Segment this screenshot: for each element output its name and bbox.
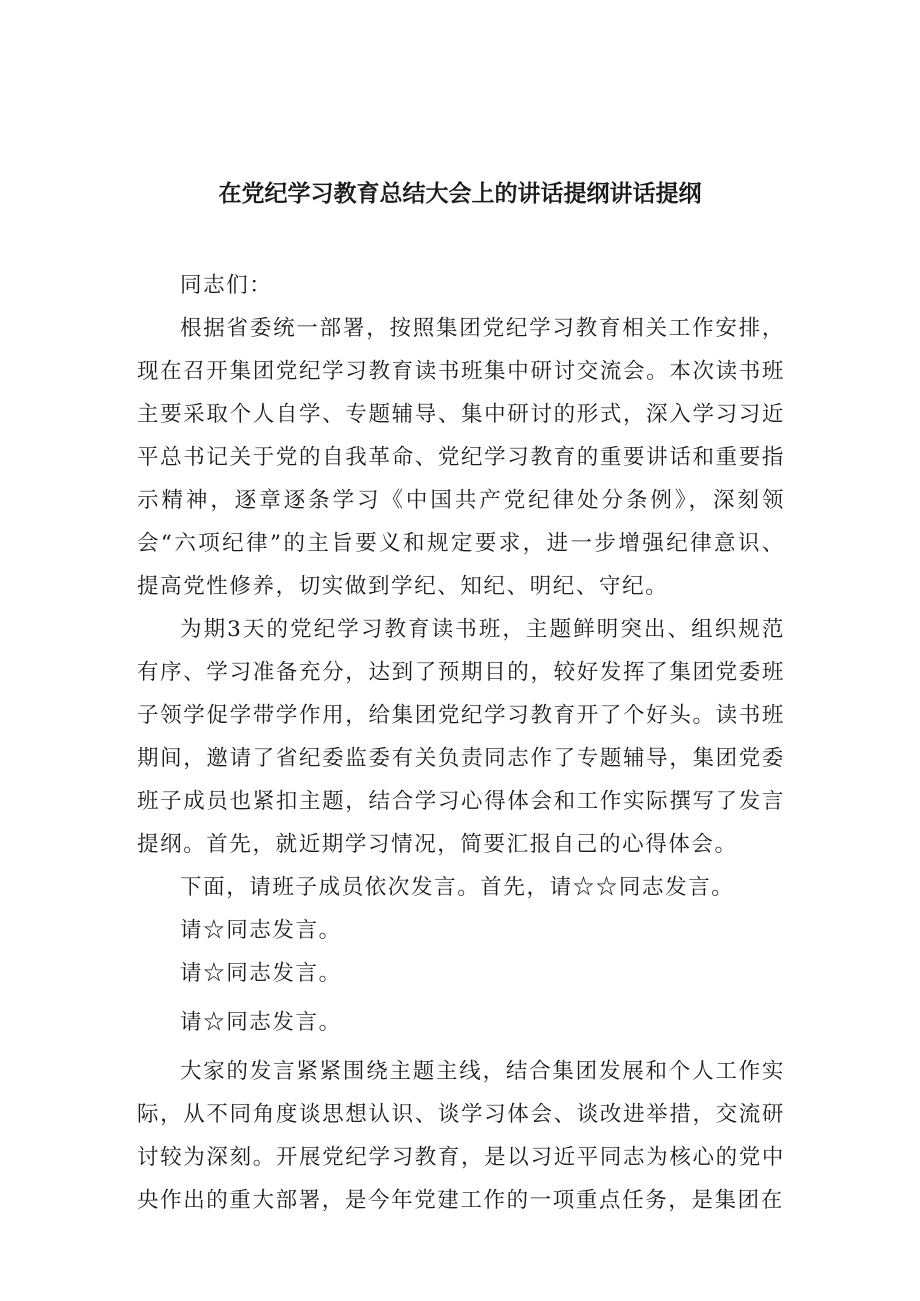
body-paragraph: 根据省委统一部署，按照集团党纪学习教育相关工作安排，现在召开集团党纪学习教育读书班集中研讨交流会。本次读书班主要采取个人自学、专题辅导、集中研讨的形式，深入学习习近平总书记关于党的自我革命、党纪学习教育的重要讲话和重要指示精神，逐章逐条学习《中国共产党纪律处分条例》，深刻领会“六项纪律”的主旨要义和规定要求，进一步增强纪律意识、提高党性修养，切实做到学纪、知纪、明纪、守纪。: [137, 316, 785, 599]
salutation-paragraph: 同志们：: [180, 273, 273, 298]
body-paragraph: 下面，请班子成员依次发言。首先，请☆☆同志发言。: [180, 875, 735, 900]
body-paragraph: 大家的发言紧紧围绕主题主线，结合集团发展和个人工作实际，从不同角度谈思想认识、谈学习体会、谈改进举措，交流研讨较为深刻。开展党纪学习教育，是以习近平同志为核心的党中央作出的重大部署，是今年党建工作的一项重点任务，是集团在: [137, 1059, 785, 1213]
body-paragraph: 为期3天的党纪学习教育读书班，主题鲜明突出、组织规范有序、学习准备充分，达到了预期目的，较好发挥了集团党委班子领学促学带学作用，给集团党纪学习教育开了个好头。读书班期间，邀请了省纪委监委有关负责同志作了专题辅导，集团党委班子成员也紧扣主题，结合学习心得体会和工作实际撰写了发言提纲。首先，就近期学习情况，简要汇报自己的心得体会。: [137, 617, 785, 857]
body-paragraph: 请☆同志发言。: [180, 1010, 342, 1035]
document-body: [137, 264, 785, 1222]
body-paragraph: 请☆同志发言。: [180, 918, 342, 943]
body-paragraph: 请☆同志发言。: [180, 961, 342, 986]
document-title: 在党纪学习教育总结大会上的讲话提纲讲话提纲: [218, 181, 702, 207]
